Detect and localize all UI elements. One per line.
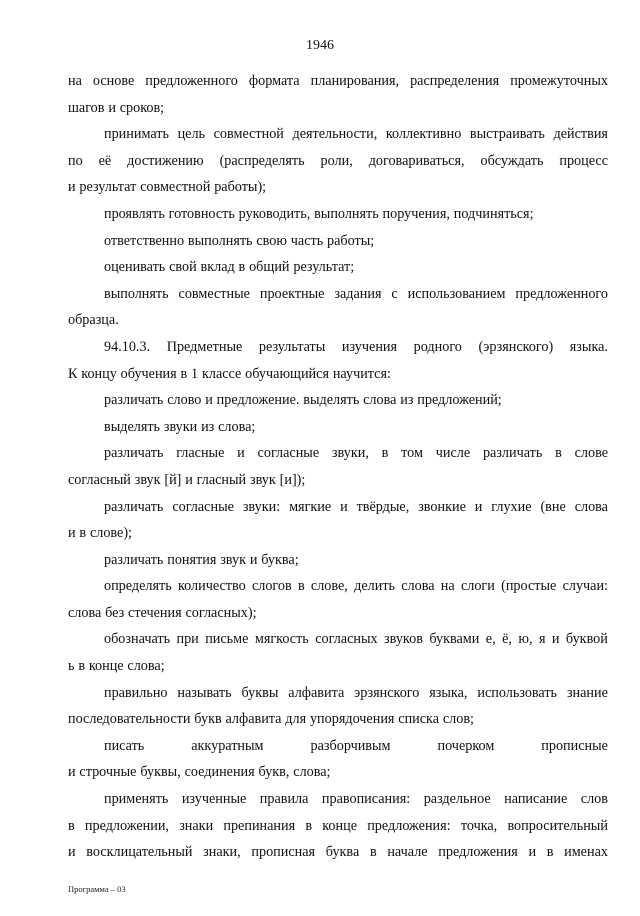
word: звуки: <box>242 498 281 515</box>
word: препинания <box>223 817 296 834</box>
word: [й] <box>164 471 182 488</box>
word: в <box>305 817 313 834</box>
word: и <box>551 631 560 648</box>
word: результат <box>79 179 137 196</box>
word: восклицательный <box>86 844 193 861</box>
word: слова; <box>293 764 331 781</box>
word: случаи: <box>562 578 608 595</box>
text-line <box>68 201 608 228</box>
word: планирования, <box>310 73 400 89</box>
word: выполнять <box>104 285 169 302</box>
word: предложений; <box>417 392 502 409</box>
word: слове <box>574 445 608 462</box>
word: знаки, <box>203 844 241 861</box>
word: последовательности <box>68 711 191 728</box>
word: знание <box>566 684 608 701</box>
word: в <box>238 259 246 276</box>
word: звук <box>220 551 246 568</box>
word: буквы, <box>140 764 181 781</box>
word: вклад <box>200 259 235 276</box>
word: и <box>528 844 537 861</box>
word: совместные <box>178 285 250 302</box>
word: е, <box>485 631 496 648</box>
text-line <box>68 520 608 547</box>
word: предложении, <box>84 817 169 834</box>
word: списка <box>398 711 440 728</box>
word: общий <box>249 259 290 276</box>
word: слов; <box>442 711 474 728</box>
word: звуков <box>384 631 423 648</box>
word: количество <box>177 578 246 595</box>
word: результаты <box>258 338 326 355</box>
word: и <box>185 471 193 488</box>
word: (вне <box>540 498 566 515</box>
text-line <box>68 440 608 467</box>
word: ю, <box>518 631 533 648</box>
word: строчные <box>79 764 137 781</box>
word: правописания: <box>321 791 411 808</box>
text-line <box>68 307 608 334</box>
word: предложенного <box>515 285 608 302</box>
word: различать <box>104 498 164 515</box>
word: предложенного <box>145 73 238 89</box>
word: правильно <box>104 684 168 701</box>
footer-label: Программа – 03 <box>68 884 126 894</box>
word: согласные <box>257 445 320 462</box>
word: языка. <box>569 338 608 355</box>
word: прописная <box>251 844 316 861</box>
word: слова <box>68 604 102 621</box>
word: поручения, <box>382 205 450 222</box>
word: буквой <box>565 631 608 648</box>
word: я <box>538 631 546 648</box>
word: различать <box>104 445 164 462</box>
word: действия <box>553 126 608 143</box>
word: конце <box>88 658 124 675</box>
word: алфавита <box>288 684 345 701</box>
document-body <box>68 68 608 866</box>
word: и <box>68 179 76 196</box>
text-line <box>68 281 608 308</box>
word: в <box>381 445 389 462</box>
word: определять <box>104 578 172 595</box>
word: слова <box>574 498 608 515</box>
word: мягкие <box>289 498 332 515</box>
word: вопросительный <box>507 817 608 834</box>
word: в <box>180 365 188 382</box>
word: использованием <box>407 285 506 302</box>
word: в <box>68 817 75 834</box>
word: слогов <box>251 578 292 595</box>
word: слова <box>363 392 397 409</box>
word: задания <box>334 285 382 302</box>
word: написание <box>504 791 568 808</box>
word: результат; <box>293 259 355 276</box>
word: и <box>474 498 483 515</box>
word: на <box>68 73 82 89</box>
word: для <box>285 711 307 728</box>
word: работы); <box>214 179 267 196</box>
text-line <box>68 786 608 813</box>
word: письме <box>205 631 249 648</box>
word: слоги <box>460 578 495 595</box>
word: в <box>78 658 86 675</box>
text-line <box>68 839 608 866</box>
word: буквами <box>429 631 480 648</box>
word: стечения <box>128 604 182 621</box>
word: цель <box>177 126 206 143</box>
text-line <box>68 494 608 521</box>
word: аккуратным <box>191 737 264 754</box>
word: использовать <box>477 684 558 701</box>
word: работы; <box>327 232 375 249</box>
word: обучения <box>120 365 177 382</box>
word: на <box>440 578 455 595</box>
word: языка, <box>429 684 468 701</box>
word: буква; <box>261 551 299 568</box>
word: обучающийся <box>245 365 329 382</box>
word: и <box>340 498 348 515</box>
word: понятия <box>167 551 217 568</box>
text-line <box>68 361 608 388</box>
word: и <box>68 764 76 781</box>
word: в <box>546 844 554 861</box>
word: твёрдые, <box>356 498 410 515</box>
word: в <box>555 445 562 462</box>
word: букв, <box>258 764 290 781</box>
text-line <box>68 547 608 574</box>
word: основе <box>92 73 135 89</box>
word: применять <box>104 791 169 808</box>
word: концу <box>81 365 117 382</box>
word: именах <box>564 844 608 861</box>
word: соединения <box>184 764 255 781</box>
word: звонкие <box>418 498 466 515</box>
word: из <box>400 392 414 409</box>
word: выстраивать <box>469 126 545 143</box>
text-line <box>68 759 608 786</box>
word: точка, <box>460 817 498 834</box>
word: выполнять <box>314 205 379 222</box>
text-line <box>68 626 608 653</box>
word: предложение. <box>216 392 300 409</box>
word: буквы <box>241 684 279 701</box>
word: совместной <box>213 126 284 143</box>
word: ответственно <box>104 232 185 249</box>
page-number: 1946 <box>306 38 334 53</box>
word: разборчивым <box>310 737 391 754</box>
word: буква <box>325 844 360 861</box>
word: обсуждать <box>480 152 544 169</box>
word: выделять <box>303 392 360 409</box>
word: алфавита <box>225 711 282 728</box>
word: ь <box>68 658 75 675</box>
word: слова <box>401 578 435 595</box>
word: процесс <box>559 152 608 169</box>
word: выполнять <box>187 232 253 249</box>
word: и <box>68 525 76 542</box>
word: прописные <box>541 737 608 754</box>
word: букв <box>194 711 222 728</box>
text-line <box>68 733 608 760</box>
word: деятельности, <box>292 126 378 143</box>
word: промежуточных <box>510 73 608 89</box>
word: подчиняться; <box>453 205 534 222</box>
text-line <box>68 68 608 95</box>
word: с <box>391 285 398 302</box>
word: по <box>68 152 83 169</box>
word: звуки, <box>331 445 369 462</box>
word: Предметные <box>166 338 243 355</box>
word: К <box>68 365 78 382</box>
word: свою <box>256 232 287 249</box>
word: и <box>249 551 258 568</box>
text-line <box>68 95 608 122</box>
word: (эрзянского) <box>478 338 554 355</box>
text-line <box>68 334 608 361</box>
word: руководить, <box>238 205 311 222</box>
word: писать <box>104 737 145 754</box>
word: эрзянского <box>354 684 420 701</box>
word: звуки <box>163 418 198 435</box>
word: шагов <box>68 99 105 116</box>
word: слов <box>580 791 608 808</box>
word: упорядочения <box>309 711 395 728</box>
text-line <box>68 813 608 840</box>
text-line <box>68 653 608 680</box>
word: (простые <box>501 578 557 595</box>
word: слова; <box>218 418 256 435</box>
text-line <box>68 573 608 600</box>
word: проявлять <box>104 205 165 222</box>
word: [и]); <box>279 471 306 488</box>
word: обозначать <box>104 631 171 648</box>
word: образца. <box>68 312 119 329</box>
word: согласных <box>315 631 378 648</box>
word: числе <box>435 445 471 462</box>
word: в <box>297 578 305 595</box>
word: при <box>176 631 199 648</box>
text-line <box>68 414 608 441</box>
word: начале <box>387 844 428 861</box>
word: и <box>205 392 213 409</box>
word: различать <box>482 445 543 462</box>
word: звук <box>249 471 276 488</box>
word: свой <box>169 259 197 276</box>
word: различать <box>104 551 164 568</box>
word: её <box>98 152 112 169</box>
word: слове); <box>89 525 133 542</box>
word: коллективно <box>385 126 462 143</box>
word: раздельное <box>423 791 491 808</box>
word: правила <box>259 791 309 808</box>
word: часть <box>290 232 324 249</box>
word: 1 <box>191 365 199 382</box>
word: мягкость <box>254 631 309 648</box>
text-line <box>68 254 608 281</box>
word: изученные <box>181 791 247 808</box>
word: достижению <box>127 152 204 169</box>
word: почерком <box>437 737 495 754</box>
word: согласные <box>172 498 234 515</box>
text-line <box>68 228 608 255</box>
text-line <box>68 600 608 627</box>
word: конце <box>322 817 358 834</box>
word: классе <box>201 365 242 382</box>
word: научится: <box>332 365 391 382</box>
word: формата <box>248 73 300 89</box>
word: в <box>79 525 87 542</box>
text-line <box>68 467 608 494</box>
word: изучения <box>341 338 398 355</box>
word: (распределять <box>219 152 305 169</box>
word: предложения <box>438 844 518 861</box>
word: называть <box>177 684 232 701</box>
word: оценивать <box>104 259 166 276</box>
text-line <box>68 121 608 148</box>
word: 94.10.3. <box>104 338 151 355</box>
word: согласных); <box>185 604 257 621</box>
word: слова; <box>127 658 165 675</box>
word: делить <box>354 578 395 595</box>
word: принимать <box>104 126 169 143</box>
word: ё, <box>502 631 512 648</box>
word: проектные <box>259 285 325 302</box>
word: выделять <box>104 418 161 435</box>
text-line <box>68 706 608 733</box>
word: предложения: <box>367 817 451 834</box>
word: совместной <box>140 179 211 196</box>
word: роли, <box>320 152 353 169</box>
word: распределения <box>410 73 500 89</box>
text-line <box>68 387 608 414</box>
word: готовность <box>168 205 235 222</box>
word: гласный <box>196 471 247 488</box>
word: слове, <box>310 578 348 595</box>
word: том <box>401 445 423 462</box>
word: звук <box>134 471 161 488</box>
word: договариваться, <box>368 152 465 169</box>
word: из <box>201 418 215 435</box>
word: без <box>105 604 125 621</box>
word: и <box>108 99 116 116</box>
text-line <box>68 680 608 707</box>
word: знаки <box>179 817 214 834</box>
text-line <box>68 148 608 175</box>
word: и <box>237 445 245 462</box>
word: в <box>369 844 377 861</box>
word: слово <box>167 392 202 409</box>
text-line <box>68 174 608 201</box>
word: различать <box>104 392 164 409</box>
word: гласные <box>176 445 225 462</box>
word: согласный <box>68 471 131 488</box>
word: сроков; <box>119 99 165 116</box>
word: глухие <box>491 498 532 515</box>
word: и <box>68 844 76 861</box>
word: родного <box>413 338 462 355</box>
